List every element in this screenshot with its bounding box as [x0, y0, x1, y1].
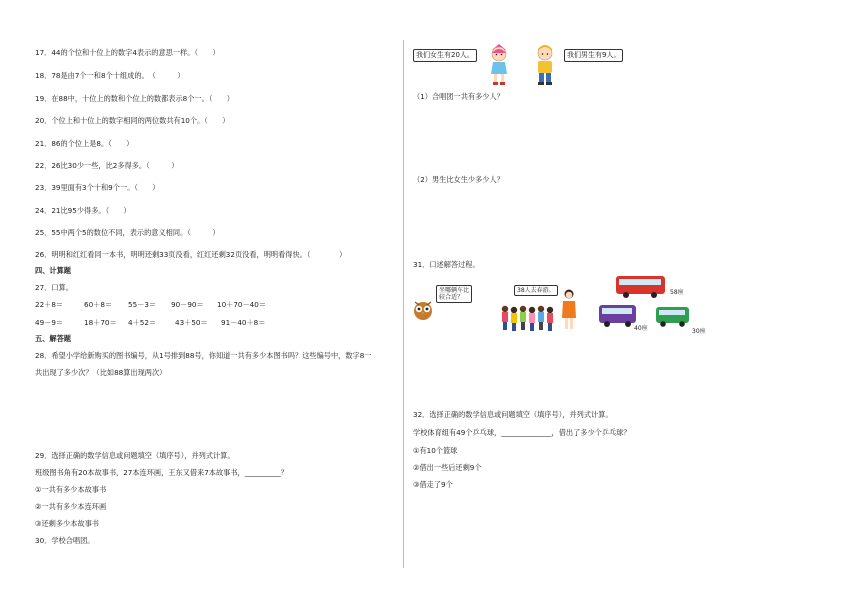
- owl-bubble-line-2: 较合适？: [439, 294, 464, 301]
- owl-illustration: [411, 298, 435, 322]
- girl-illustration: [486, 42, 512, 86]
- group-speech-bubble: 38人去春游。: [514, 285, 558, 296]
- question-32-option-1: ①有10个篮球: [413, 446, 458, 455]
- calc-item: 49－9＝: [35, 318, 64, 327]
- question-30: 30．学校合唱团。: [35, 536, 95, 545]
- question-22: 22．26比30少一些，比2多得多。（ ）: [35, 161, 179, 170]
- calc-item: 60＋8＝: [84, 300, 113, 309]
- calc-item: 22＋8＝: [35, 300, 64, 309]
- bus-label-30: 30座: [692, 328, 706, 335]
- question-21: 21．86的个位上是8。（ ）: [35, 139, 134, 148]
- bus-red-illustration: [615, 274, 667, 300]
- calc-item: 18＋70＝: [84, 318, 117, 327]
- girl-speech-bubble: 我们女生有20人。: [413, 49, 477, 62]
- owl-speech-bubble: [436, 285, 472, 303]
- boy-illustration: [532, 42, 558, 86]
- question-28-line-1: 28．希望小学给新购买的图书编号，从1号排到88号，你知道一共有多少本图书吗？这些编号中，数字8一: [35, 351, 372, 360]
- question-18: 18．78是由7个一和8个十组成的。 （ ）: [35, 71, 185, 80]
- question-32: 32．选择正确的数学信息或问题填空（填序号），并列式计算。: [413, 410, 613, 419]
- question-24: 24．21比95少得多。（ ）: [35, 206, 131, 215]
- calc-item: 91－40＋8＝: [221, 318, 266, 327]
- question-17: 17．44的个位和十位上的数字4表示的意思一样。（ ）: [35, 48, 220, 57]
- bus-label-58: 58座: [670, 289, 684, 296]
- owl-bubble-line-1: 坐哪辆车比: [439, 287, 470, 294]
- question-30-part-2: （2）男生比女生少多少人？: [413, 175, 504, 184]
- calc-item: 55－3＝: [128, 300, 157, 309]
- teacher-illustration: [560, 288, 578, 332]
- calc-item: 10＋70－40＝: [217, 300, 267, 309]
- calc-item: 90－90＝: [171, 300, 204, 309]
- question-23: 23．39里面有3个十和9个一。（ ）: [35, 183, 160, 192]
- question-31: 31．口述解答过程。: [413, 260, 480, 269]
- question-29-option-2: ②一共有多少本连环画: [35, 502, 107, 511]
- children-group-illustration: [500, 304, 560, 334]
- question-32-option-2: ②借出一些后还剩9个: [413, 463, 482, 472]
- question-25: 25．55中两个5的数位不同，表示的意义相同。（ ）: [35, 228, 220, 237]
- calc-item: 4＋52＝: [128, 318, 157, 327]
- section-title-calculation: 四、计算题: [35, 266, 71, 275]
- question-29-body: 班级图书角有20本故事书，27本连环画，王东又借来7本故事书，__________？: [35, 468, 288, 477]
- question-32-option-3: ③借走了9个: [413, 480, 453, 489]
- question-29-option-1: ①一共有多少本故事书: [35, 485, 107, 494]
- bus-label-40: 40座: [634, 325, 648, 332]
- calc-item: 43＋50＝: [175, 318, 208, 327]
- question-29-option-3: ③还剩多少本故事书: [35, 519, 99, 528]
- question-29: 29．选择正确的数学信息或问题填空（填序号），并列式计算。: [35, 451, 235, 460]
- question-19: 19．在88中，十位上的数和个位上的数都表示8个一。（ ）: [35, 94, 234, 103]
- question-26: 26．明明和红红看同一本书，明明还剩33页没看，红红还剩32页没看，明明看得快。（ ）: [35, 250, 347, 259]
- question-32-body: 学校体育组有49个乒乓球，______________，借出了多少个乒乓球？: [413, 428, 631, 437]
- section-title-word-problems: 五、解答题: [35, 334, 71, 343]
- bus-purple-illustration: [598, 303, 638, 329]
- bus-green-illustration: [655, 305, 691, 329]
- column-divider: [403, 40, 404, 568]
- question-27: 27．口算。: [35, 283, 73, 292]
- boy-speech-bubble: 我们男生有9人。: [564, 49, 623, 62]
- question-28-line-2: 共出现了多少次？（比如88算出现两次）: [35, 368, 167, 377]
- question-30-part-1: （1）合唱团一共有多少人？: [413, 92, 504, 101]
- question-20: 20．个位上和十位上的数字相同的两位数共有10个。（ ）: [35, 116, 230, 125]
